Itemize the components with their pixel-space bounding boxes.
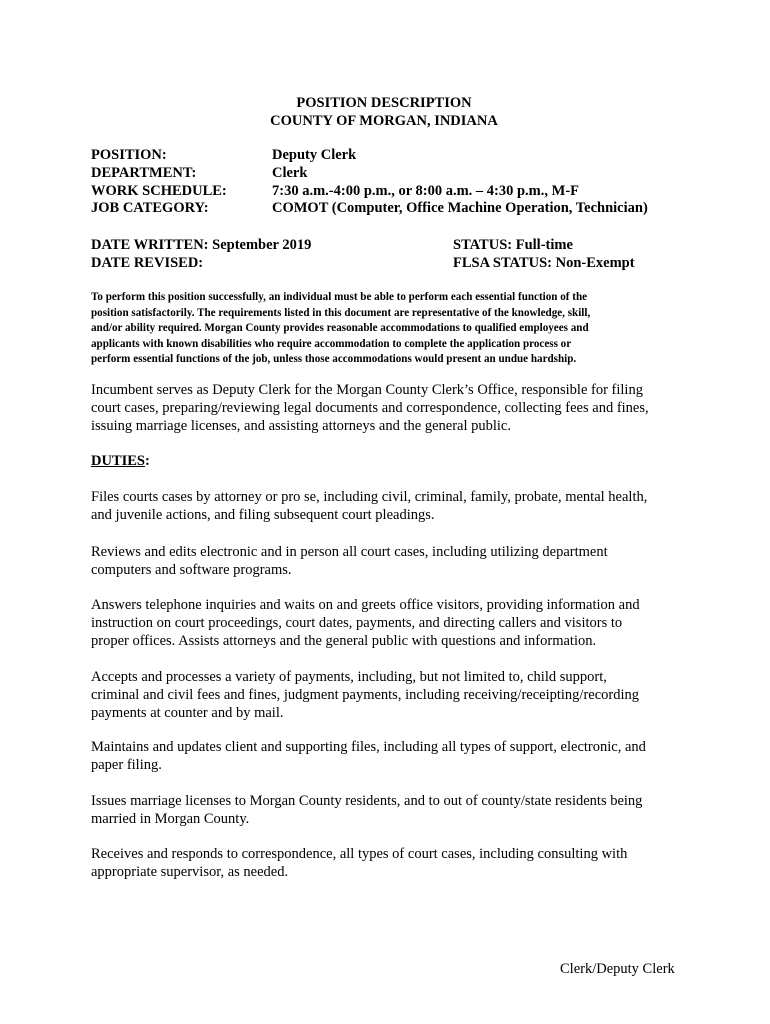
job-category-row (91, 200, 648, 218)
duties-heading-text: DUTIES (91, 453, 145, 469)
paragraph-line: Maintains and updates client and supporting files, including all types of support, electronic, and (91, 739, 646, 755)
accommodation-notice (91, 290, 683, 368)
work-schedule-row (91, 183, 648, 201)
notice-line: applicants with known disabilities who require accommodation to complete the application process or (91, 337, 572, 350)
duties-heading (91, 452, 150, 470)
duty-paragraph (91, 738, 691, 774)
duty-paragraph (91, 543, 691, 579)
title-line-2: COUNTY OF MORGAN, INDIANA (270, 113, 498, 129)
notice-line: perform essential functions of the job, unless those accommodations would present an undue hardship. (91, 353, 577, 366)
date-written: DATE WRITTEN: September 2019 (91, 237, 312, 253)
page-footer: Clerk/Deputy Clerk (560, 961, 675, 977)
paragraph-line: appropriate supervisor, as needed. (91, 864, 289, 880)
paragraph-line: court cases, preparing/reviewing legal documents and correspondence, collecting fees and fines, (91, 400, 649, 416)
flsa-status: FLSA STATUS: Non-Exempt (453, 255, 635, 271)
work-schedule-label: WORK SCHEDULE: (91, 182, 227, 199)
dates-row-1 (91, 236, 691, 254)
paragraph-line: criminal and civil fees and fines, judgment payments, including receiving/receipting/recording (91, 687, 640, 703)
department-label: DEPARTMENT: (91, 164, 197, 181)
dates-status (91, 236, 691, 272)
duties-heading-colon: : (145, 453, 150, 469)
title-line-1: POSITION DESCRIPTION (296, 95, 472, 111)
duty-paragraph (91, 596, 691, 650)
paragraph-line: instruction on court proceedings, court dates, payments, and directing callers and visitors to (91, 615, 623, 631)
paragraph-line: Accepts and processes a variety of payments, including, but not limited to, child support, (91, 669, 607, 685)
dates-row-2 (91, 254, 691, 272)
notice-line: position satisfactorily. The requirements listed in this document are representative of the knowledge, skill, (91, 306, 591, 319)
notice-line: To perform this position successfully, an individual must be able to perform each essential function of the (91, 291, 588, 303)
paragraph-line: married in Morgan County. (91, 811, 250, 827)
position-row (91, 147, 648, 165)
paragraph-line: Issues marriage licenses to Morgan County residents, and to out of county/state residents being (91, 793, 643, 809)
department-row (91, 165, 648, 183)
position-label: POSITION: (91, 147, 167, 163)
department-value: Clerk (272, 164, 308, 181)
paragraph-line: Files courts cases by attorney or pro se, including civil, criminal, family, probate, mental health, (91, 489, 648, 505)
paragraph-line: Receives and responds to correspondence, all types of court cases, including consulting with (91, 846, 628, 862)
notice-line: and/or ability required. Morgan County provides reasonable accommodations to qualified employees and (91, 322, 589, 335)
paragraph-line: and juvenile actions, and filing subsequent court pleadings. (91, 507, 435, 523)
paragraph-line: issuing marriage licenses, and assisting attorneys and the general public. (91, 418, 511, 434)
paragraph-line: payments at counter and by mail. (91, 705, 284, 721)
position-value: Deputy Clerk (272, 147, 357, 163)
position-info (91, 147, 648, 218)
duty-paragraph (91, 845, 691, 881)
intro-paragraph (91, 381, 691, 435)
paragraph-line: Answers telephone inquiries and waits on and greets office visitors, providing information and (91, 597, 640, 613)
document-title (0, 94, 770, 130)
paragraph-line: Incumbent serves as Deputy Clerk for the Morgan County Clerk’s Office, responsible for filing (91, 382, 643, 398)
paragraph-line: Reviews and edits electronic and in person all court cases, including utilizing department (91, 544, 608, 560)
paragraph-line: paper filing. (91, 757, 162, 773)
paragraph-line: computers and software programs. (91, 562, 292, 578)
duty-paragraph (91, 488, 691, 524)
duty-paragraph (91, 668, 691, 722)
job-category-value: COMOT (Computer, Office Machine Operation, Technician) (272, 200, 648, 217)
date-revised: DATE REVISED: (91, 255, 204, 271)
paragraph-line: proper offices. Assists attorneys and the general public with questions and information. (91, 633, 597, 649)
status: STATUS: Full-time (453, 237, 573, 253)
work-schedule-value: 7:30 a.m.-4:00 p.m., or 8:00 a.m. – 4:30 p.m., M-F (272, 182, 580, 199)
duty-paragraph (91, 792, 691, 828)
job-category-label: JOB CATEGORY: (91, 200, 209, 217)
